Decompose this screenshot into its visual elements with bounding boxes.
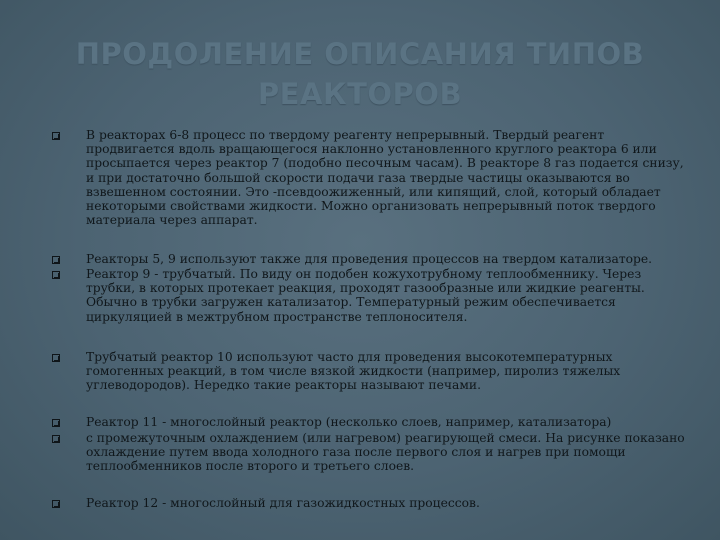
paragraph-reactors-6-8: В реакторах 6-8 процесс по твердому реагенту непрерывный. Твердый реагент продвигается вдоль вращающегося наклонно установленного круглого реактора 6 или просыпается через реактор 7 (подобно песочным часам). В реакторе 8 газ подается снизу, и при достаточно большой скорости подачи газа твердые частицы оказываются во взвешенном состоянии. Это -псевдоожиженный, или кипящий, слой, который обладает некоторыми свойствами жидкости. Можно организовать непрерывный поток твердого материала через аппарат.	[86, 128, 684, 228]
bullet-square-icon	[52, 500, 60, 508]
paragraph-reactor-11: Реактор 11 - многослойный реактор (несколько слоев, например, катализатора)	[86, 415, 612, 429]
bullet-square-icon	[52, 435, 60, 443]
slide-title	[0, 34, 720, 114]
paragraph-reactor-10: Трубчатый реактор 10 используют часто для проведения высокотемпературных гомогенных реакций, в том числе вязкой жидкости (например, пиролиз тяжелых углеводородов). Нередко такие реакторы называют печами.	[86, 350, 621, 393]
slide-title-line-1: ПРОДОЛЕНИЕ ОПИСАНИЯ ТИПОВ	[75, 37, 645, 71]
bullet-square-icon	[52, 354, 60, 362]
paragraph-reactors-5-9: Реакторы 5, 9 используют также для проведения процессов на твердом катализаторе.	[86, 252, 653, 266]
bullet-square-icon	[52, 271, 60, 279]
paragraph-reactor-12: Реактор 12 - многослойный для газожидкостных процессов.	[86, 496, 480, 510]
paragraph-reactor-11-cooling: с промежуточным охлаждением (или нагревом) реагирующей смеси. На рисунке показано охлаждение путем ввода холодного газа после первого слоя и нагрев при помощи теплообменников после второго и третьего слоев.	[86, 431, 685, 474]
bullet-square-icon	[52, 132, 60, 140]
paragraph-reactor-9: Реактор 9 - трубчатый. По виду он подобен кожухотрубному теплообменнику. Через трубки, в которых протекает реакция, проходят газообразные или жидкие реагенты. Обычно в трубки загружен катализатор. Температурный режим обеспечивается циркуляцией в межтрубном пространстве теплоносителя.	[86, 267, 645, 324]
bullet-square-icon	[52, 419, 60, 427]
slide-title-line-2: РЕАКТОРОВ	[257, 77, 463, 111]
bullet-square-icon	[52, 256, 60, 264]
